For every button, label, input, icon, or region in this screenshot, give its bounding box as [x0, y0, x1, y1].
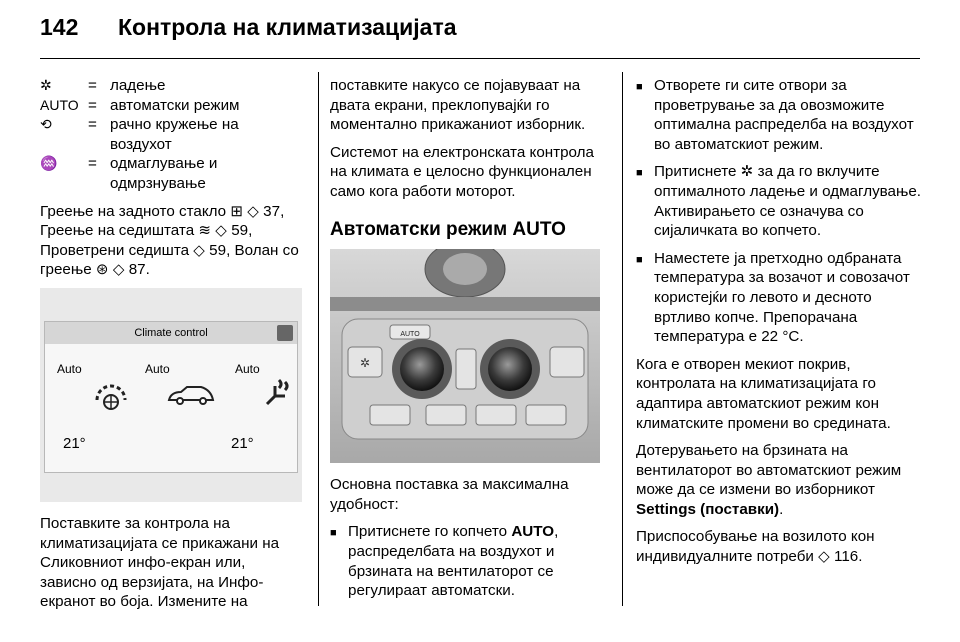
- body-paragraph: Приспособување на возилото кон индивидуалните потреби ◇ 116.: [636, 528, 875, 566]
- body-paragraph: поставките накусо се појавуваат на двата екрани, преклопувајќи го моменталнo прикажаниот изборник.: [330, 77, 586, 134]
- column-1: [40, 76, 304, 612]
- cross-references: Греење на задното стакло ⊞ ◇ 37, Греење на седиштата ≋ ◇ 59, Проветрени седишта ◇ 59, Волан со греење ⊛ ◇ 87.: [40, 202, 299, 279]
- body-paragraph: Кога е отворен мекиот покрив, контролата на климатизацијата го адаптира автоматскиот режим кон климатските промени во средината.: [636, 355, 891, 432]
- list-item: ■ Притиснете ✲ за да го вклучите оптималното ладење и одмаглување. Активирањето се означува со сијаличката во копчето.: [636, 163, 922, 240]
- defrost-icon: ♒: [40, 155, 58, 172]
- header-rule: [40, 58, 920, 59]
- column-3: [636, 76, 926, 567]
- driver-temperature: 21°: [63, 434, 86, 452]
- car-airflow-icon: [165, 382, 217, 408]
- bullet-icon: ■: [636, 253, 643, 266]
- legend-row: AUTO = автоматски режим: [40, 96, 240, 114]
- info-display: [44, 321, 298, 473]
- legend-row: ♒ = одмаглување и одмрзнување: [40, 155, 218, 192]
- column-2: [330, 76, 606, 601]
- bullet-icon: ■: [636, 81, 643, 93]
- legend-row: ⟲ = рачно кружење на воздухот: [40, 116, 239, 153]
- auto-button-label: AUTO: [400, 331, 420, 339]
- section-heading: Автоматски режим AUTO: [330, 218, 566, 240]
- body-paragraph: Поставките за контрола на климатизацијата се прикажани на Сликовниот инфо-екран или, зависно од верзијата, на Инфо-екранот во боја. Измените на: [40, 514, 280, 611]
- bullet-icon: ■: [636, 167, 643, 180]
- list-item: ■ Притиснете го копчето AUTO, распределбата на воздухот и брзината на вентилаторот се регулираат автоматски.: [330, 523, 559, 600]
- column-divider: [622, 72, 623, 606]
- seat-auto-label: Auto: [235, 361, 260, 376]
- body-paragraph: Дотерувањето на брзината на вентилаторот во автоматскиот режим може да се измени во изборникот Settings (поставки).: [636, 442, 902, 518]
- display-title: Climate control: [134, 326, 208, 339]
- display-title-bar: [45, 322, 297, 344]
- list-item: ■ Отворете ги сите отвори за проветрување за да овозможите оптимална распределба на воздухот во автоматскиот режим.: [636, 77, 914, 153]
- body-paragraph: Системот на електронската контрола на климата е целосно функционален само кога работи моторот.: [330, 143, 594, 200]
- auto-icon: AUTO: [40, 96, 79, 113]
- list-item: ■ Наместете ја претходно одбраната температура за возачот и совозачот користејќи го левото и десното вртливо копче. Препорачана температура е 22 °C.: [636, 249, 910, 346]
- body-paragraph: Основна поставка за максимална удобност:: [330, 476, 569, 513]
- fan-speed-icon: [91, 378, 131, 412]
- control-panel-illustration: [330, 249, 600, 463]
- recirculation-icon: ⟲: [40, 116, 52, 133]
- settings-menu-reference: Settings (поставки): [636, 500, 780, 518]
- climate-control-screen-figure: [40, 288, 302, 502]
- fan-auto-label: Auto: [57, 361, 82, 376]
- bullet-icon: ■: [330, 527, 337, 540]
- page-number: 142: [40, 14, 79, 40]
- page-title: Контрола на климатизацијата: [118, 14, 457, 40]
- symbol-legend: [40, 76, 304, 194]
- legend-row: ✲ = ладење: [40, 77, 166, 94]
- climate-panel-photo: [330, 249, 600, 463]
- column-divider: [318, 72, 319, 606]
- snowflake-icon: ✲: [40, 77, 52, 93]
- svg-text:✲: ✲: [359, 356, 371, 371]
- settings-icon: [277, 325, 293, 341]
- passenger-temperature: 21°: [231, 434, 254, 452]
- page-header: [40, 14, 457, 54]
- distribution-auto-label: Auto: [145, 361, 170, 376]
- seat-icon: [261, 376, 291, 410]
